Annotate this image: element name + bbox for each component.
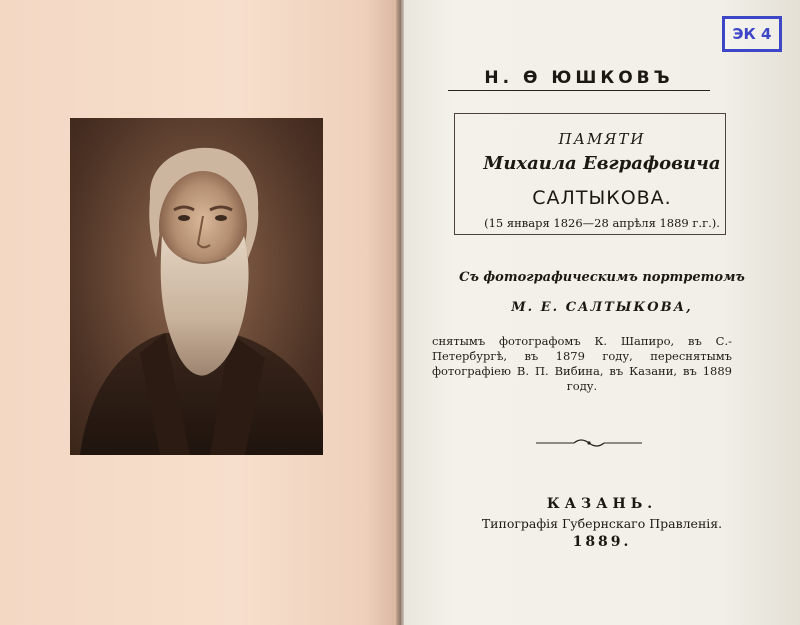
title-line-1: ПАМЯТИ <box>558 130 646 148</box>
title-dates: (15 января 1826—28 апрѣля 1889 г.г.). <box>484 216 720 230</box>
author-name: Н. Ө ЮШКОВЪ <box>448 68 710 91</box>
title-line-3: САЛТЫКОВА. <box>532 187 672 209</box>
imprint-city: КАЗАНЬ. <box>546 496 658 512</box>
left-page <box>0 0 398 625</box>
imprint-year: 1889. <box>572 534 632 550</box>
right-page <box>404 0 800 625</box>
imprint-printer: Типографiя Губернскаго Правленiя. <box>481 516 723 531</box>
photo-credit-description: снятымъ фотографомъ К. Шапиро, въ С.-Петербургѣ, въ 1879 году, переснятымъ фотографiею В. П. Вибина, въ Казани, въ 1889 году. <box>432 334 732 393</box>
library-stamp: ЭК 4 <box>722 16 782 52</box>
portrait-illustration <box>70 118 323 455</box>
portrait-photograph <box>70 118 323 455</box>
subtitle-line-2: М. Е. САЛТЫКОВА, <box>511 300 693 315</box>
subtitle-line-1: Съ фотографическимъ портретомъ <box>459 270 745 285</box>
title-line-2: Михаила Евграфовича <box>483 153 721 174</box>
divider-ornament <box>534 437 644 449</box>
